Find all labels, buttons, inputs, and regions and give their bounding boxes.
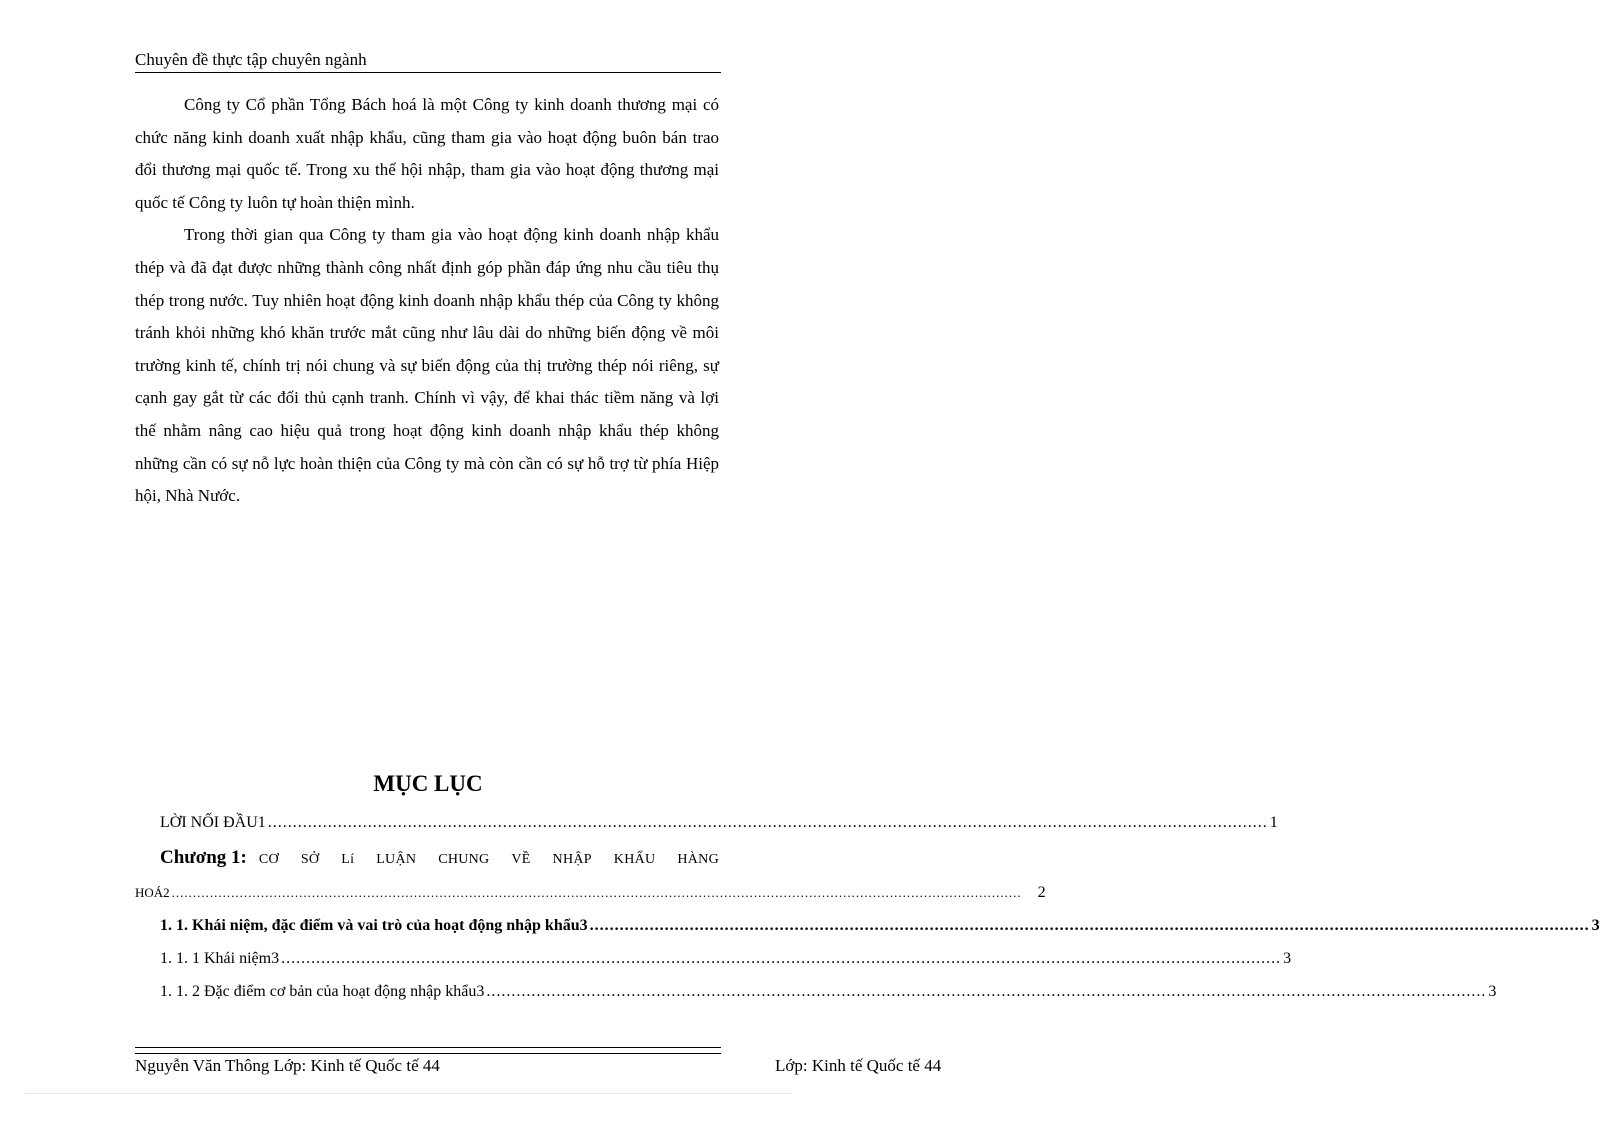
- toc-entry-section[interactable]: [135, 917, 1600, 941]
- page-bottom-separator: [24, 1093, 792, 1094]
- chapter-title-word: KHẨU: [613, 852, 656, 867]
- page-footer: [135, 1055, 942, 1077]
- toc-entry-page: 2: [1037, 884, 1046, 901]
- toc-leader-dots: [172, 885, 1022, 901]
- chapter-prefix: Chương 1:: [160, 847, 247, 868]
- chapter-title-word: SỞ: [300, 852, 320, 867]
- body-text: [135, 89, 719, 513]
- footer-divider: [135, 1047, 721, 1054]
- toc-title: MỤC LỤC: [373, 771, 483, 796]
- chapter-title-word: Lí: [341, 852, 355, 867]
- toc-entry-label: LỜI NỐI ĐẦU1: [160, 814, 266, 831]
- paragraph: Trong thời gian qua Công ty tham gia vào hoạt động kinh doanh nhập khẩu thép và đã đạt được những thành công nhất định góp phần đáp ứng nhu cầu tiêu thụ thép trong nước. Tuy nhiên hoạt động kinh doanh nhập khẩu thép của Công ty không tránh khỏi những khó khăn trước mắt cũng như lâu dài do những biến động về môi trường kinh tế, chính trị nói chung và sự biến động của thị trường thép nói riêng, sự cạnh gay gắt từ các đối thủ cạnh tranh. Chính vì vậy, để khai thác tiềm năng và lợi thế nhằm nâng cao hiệu quả trong hoạt động kinh doanh nhập khẩu thép không những cần có sự nỗ lực hoàn thiện của Công ty mà còn cần có sự hỗ trợ từ phía Hiệp hội, Nhà Nước.: [135, 225, 719, 506]
- toc-entry-subsection[interactable]: [135, 950, 1292, 974]
- header-title: Chuyên đề thực tập chuyên ngành: [135, 50, 367, 69]
- footer-author: Nguyễn Văn Thông Lớp: Kinh tế Quốc tế 44: [135, 1056, 440, 1075]
- toc-leader-dots: [281, 950, 1281, 968]
- toc-entry-label: HOÁ2: [135, 885, 170, 900]
- chapter-title-word: CƠ: [258, 852, 279, 867]
- toc-entry-page: 3: [1488, 983, 1497, 1000]
- toc-leader-dots: [590, 917, 1590, 935]
- toc-leader-dots: [268, 814, 1268, 832]
- chapter-title-word: CHUNG: [438, 852, 490, 867]
- toc-entry-chapter-1[interactable]: [135, 847, 719, 869]
- toc-entry-label: 1. 1. 1 Khái niệm3: [160, 950, 280, 967]
- footer-class: Lớp: Kinh tế Quốc tế 44: [775, 1056, 942, 1075]
- page-header: [135, 49, 721, 73]
- toc-leader-dots: [486, 983, 1486, 1001]
- toc-entry-page: 3: [1591, 917, 1600, 934]
- chapter-title-word: LUẬN: [376, 852, 417, 867]
- toc-entry-label: 1. 1. Khái niệm, đặc điểm và vai trò của hoạt động nhập khẩu3: [160, 917, 588, 934]
- chapter-title-word: HÀNG: [677, 852, 719, 867]
- toc-entry-page: 3: [1283, 950, 1292, 967]
- chapter-title-word: NHẬP: [552, 852, 592, 867]
- chapter-title: [259, 852, 719, 868]
- toc-entry-intro[interactable]: [135, 814, 1278, 838]
- paragraph: Công ty Cổ phần Tổng Bách hoá là một Công ty kinh doanh thương mại có chức năng kinh doanh xuất nhập khẩu, cũng tham gia vào hoạt động buôn bán trao đổi thương mại quốc tế. Trong xu thế hội nhập, tham gia vào hoạt động thương mại quốc tế Công ty luôn tự hoàn thiện mình.: [135, 95, 719, 212]
- toc-entry-subsection[interactable]: [135, 983, 1497, 1007]
- toc-entry-chapter-1-cont[interactable]: [135, 884, 1046, 908]
- toc-entry-label: 1. 1. 2 Đặc điểm cơ bản của hoạt động nhập khẩu3: [160, 983, 485, 1000]
- chapter-title-word: VỀ: [511, 852, 531, 867]
- toc-entry-page: 1: [1269, 814, 1278, 831]
